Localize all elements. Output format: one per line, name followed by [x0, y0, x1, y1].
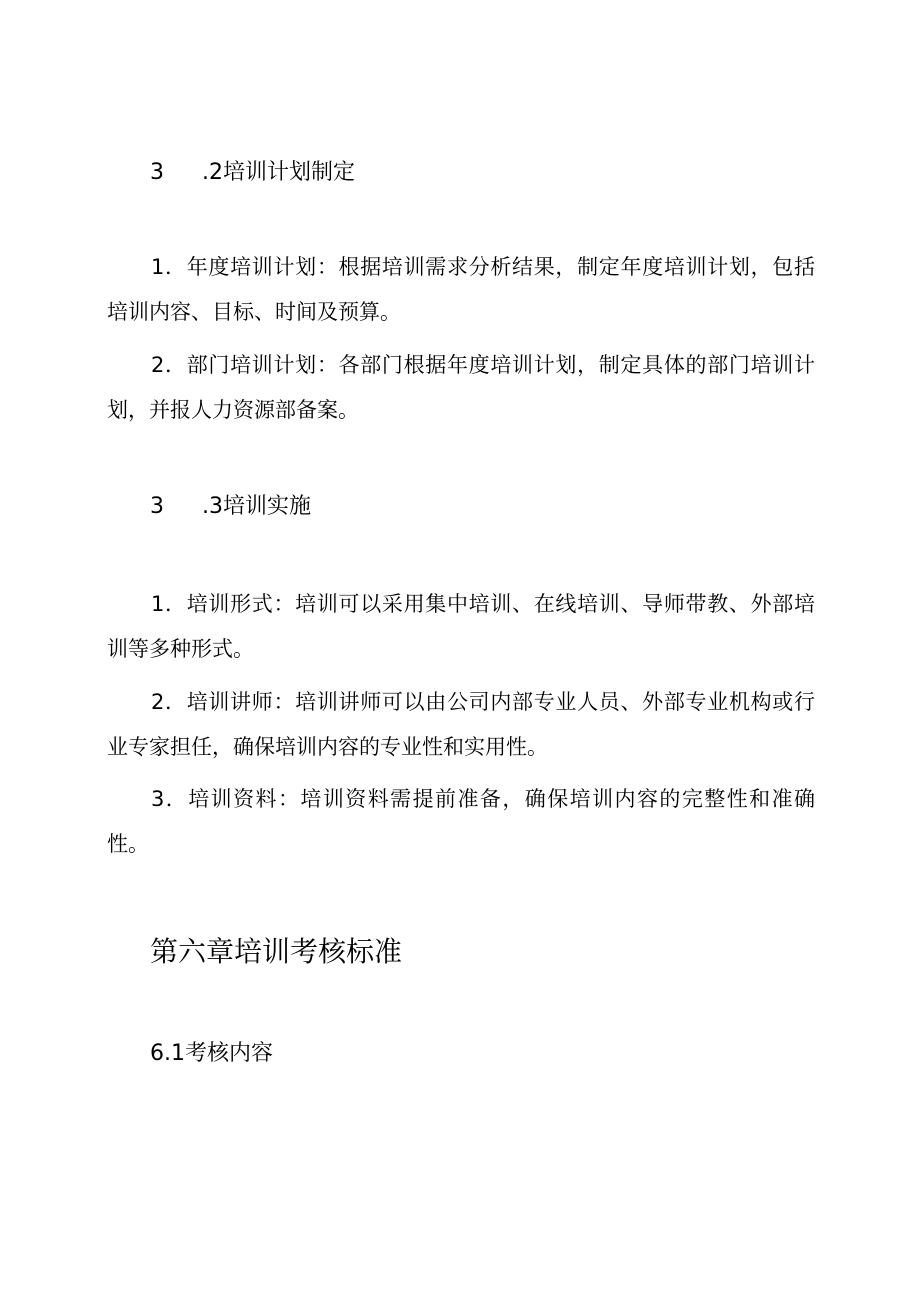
paragraph-training-materials: 3．培训资料：培训资料需提前准备，确保培训内容的完整性和准确性。	[107, 787, 815, 856]
section-title: .2培训计划制定	[202, 160, 355, 185]
section-6-1-heading: 6.1考核内容	[150, 1041, 273, 1066]
chapter-6-title: 第六章培训考核标准	[150, 935, 403, 968]
section-3-3-heading	[150, 492, 311, 522]
section-number: 3	[150, 160, 164, 185]
paragraph-training-form: 1．培训形式：培训可以采用集中培训、在线培训、导师带教、外部培训等多种形式。	[107, 592, 815, 661]
paragraph-department-plan: 2．部门培训计划：各部门根据年度培训计划，制定具体的部门培训计划，并报人力资源部备案。	[107, 353, 815, 422]
section-title: .3培训实施	[202, 494, 311, 519]
section-3-2-heading	[150, 158, 355, 188]
paragraph-annual-plan: 1．年度培训计划：根据培训需求分析结果，制定年度培训计划，包括培训内容、目标、时间及预算。	[107, 255, 815, 324]
paragraph-training-lecturer: 2．培训讲师：培训讲师可以由公司内部专业人员、外部专业机构或行业专家担任，确保培训内容的专业性和实用性。	[107, 690, 815, 759]
section-number: 3	[150, 494, 164, 519]
